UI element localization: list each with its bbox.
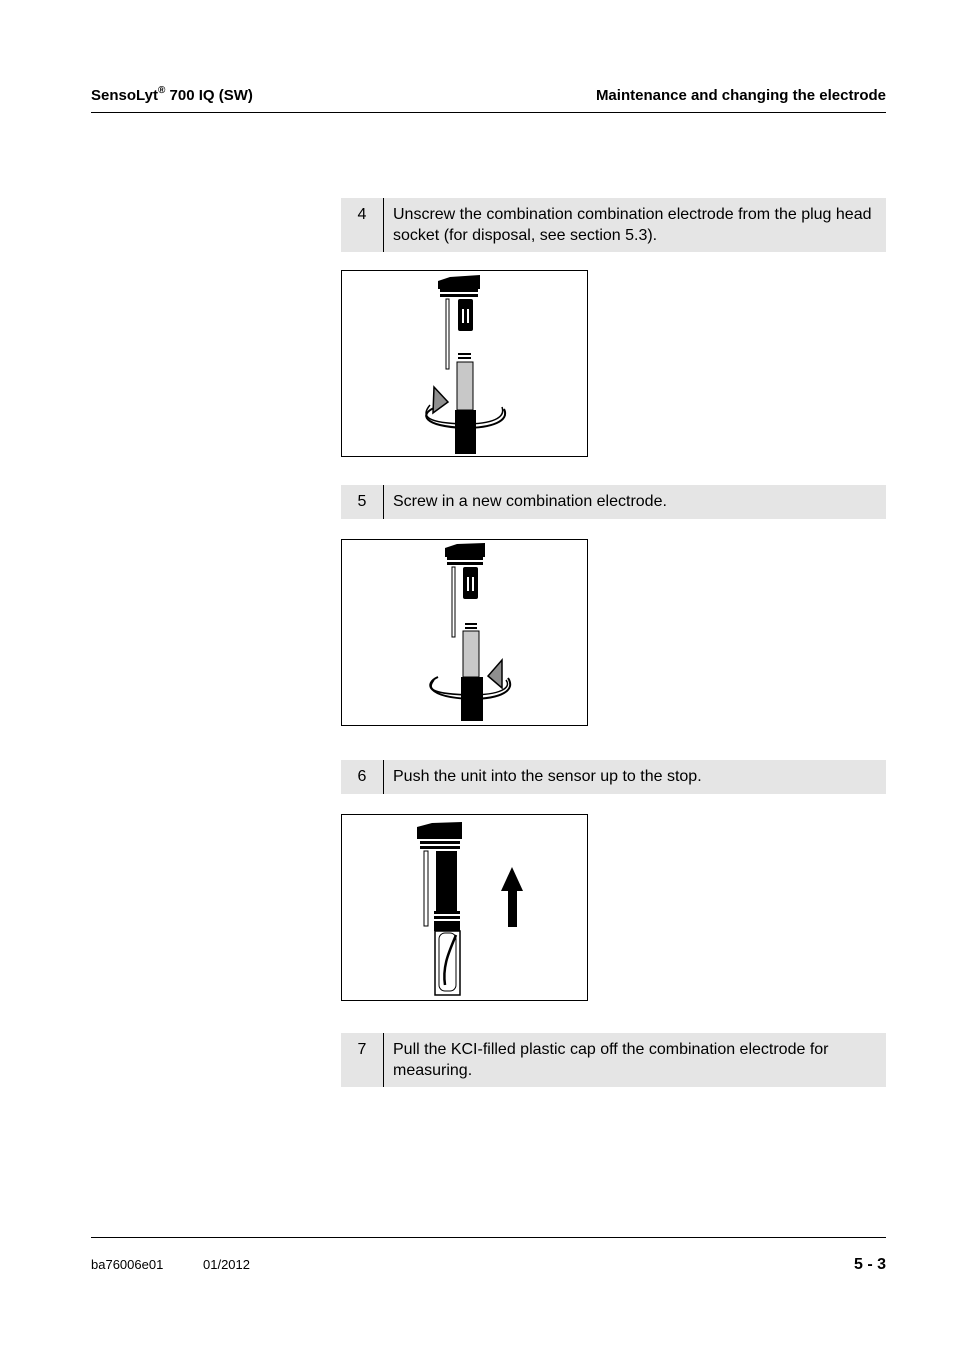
push-unit-up-illustration: [342, 815, 589, 1002]
registered-mark: ®: [157, 85, 166, 96]
footer-rule: [91, 1237, 886, 1238]
header-product: [91, 86, 253, 104]
step-number: 6: [341, 760, 384, 794]
footer-date: 01/2012: [203, 1257, 250, 1272]
chapter-title: Maintenance and changing the electrode: [595, 87, 886, 104]
step-7: [341, 1033, 886, 1087]
step-text: Screw in a new combination electrode.: [393, 493, 667, 510]
step-text: Pull the KCI-filled plastic cap off the combination electrode for measuring.: [393, 1041, 829, 1079]
step-number: 4: [341, 198, 384, 252]
step-number: 5: [341, 485, 384, 519]
figure-push-up: [341, 814, 588, 1001]
step-text: Push the unit into the sensor up to the stop.: [393, 768, 702, 785]
step-5: [341, 485, 886, 519]
step-6: [341, 760, 886, 794]
product-model: 700 IQ (SW): [165, 87, 253, 104]
figure-screw-in: [341, 539, 588, 726]
header-rule: [91, 112, 886, 113]
footer-doc-number: ba76006e01: [91, 1257, 164, 1272]
step-4: [341, 198, 886, 252]
screw-in-electrode-illustration: [342, 540, 589, 727]
page-number: 5 - 3: [853, 1256, 886, 1273]
step-number: 7: [341, 1033, 384, 1087]
step-text: Unscrew the combination combination electrode from the plug head socket (for disposal, see section 5.3).: [393, 206, 872, 244]
figure-unscrew: [341, 270, 588, 457]
product-name: SensoLyt: [91, 87, 158, 104]
unscrew-electrode-illustration: [342, 271, 589, 458]
